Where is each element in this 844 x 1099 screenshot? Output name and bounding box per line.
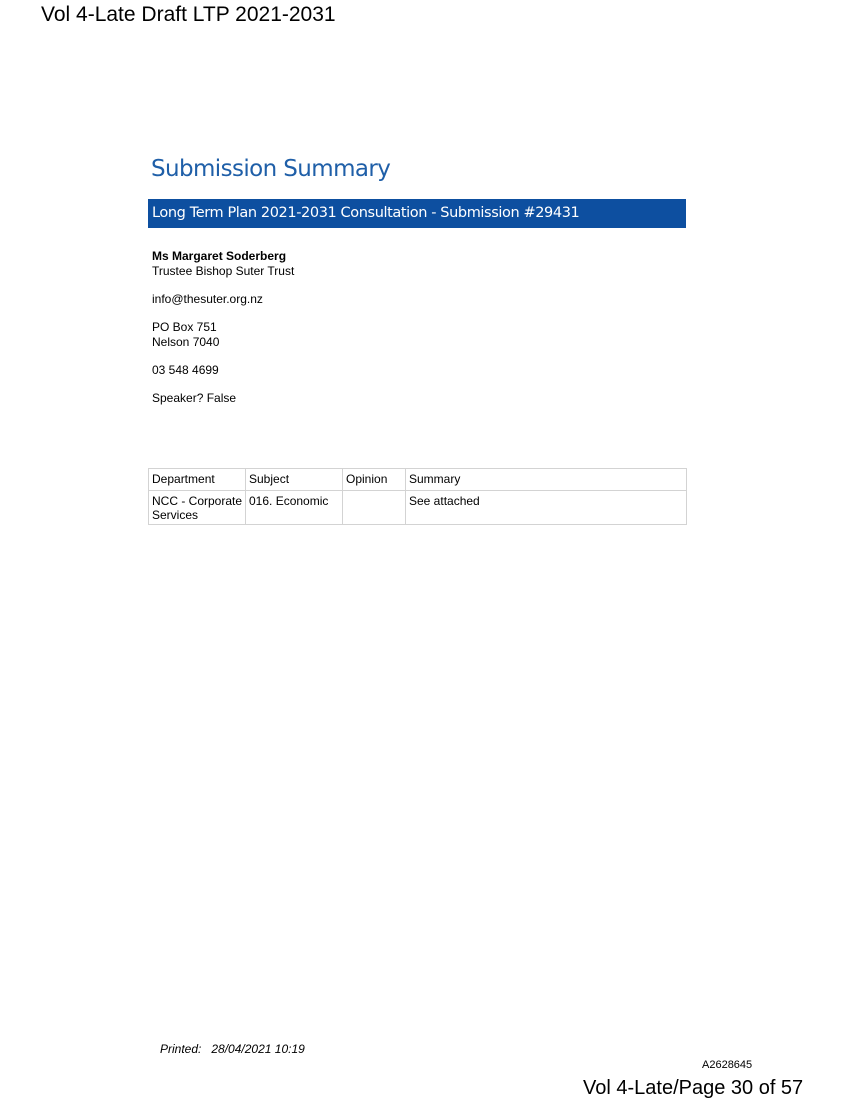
cell-summary: See attached [406, 491, 687, 525]
document-id: A2628645 [702, 1059, 753, 1071]
header-department: Department [149, 469, 246, 491]
submission-banner [148, 199, 686, 228]
cell-opinion [343, 491, 406, 525]
submitter-name: Ms Margaret Soderberg [152, 249, 287, 263]
submitter-phone: 03 548 4699 [152, 363, 219, 377]
submitter-role: Trustee Bishop Suter Trust [152, 264, 295, 278]
submitter-email: info@thesuter.org.nz [152, 292, 263, 306]
header-summary: Summary [406, 469, 687, 491]
banner-text: Long Term Plan 2021-2031 Consultation - Submission #29431 [152, 205, 580, 221]
printed-value: 28/04/2021 10:19 [211, 1042, 305, 1056]
submission-table [148, 468, 687, 525]
cell-subject: 016. Economic [246, 491, 343, 525]
volume-header: Vol 4-Late Draft LTP 2021-2031 [41, 3, 336, 26]
printed-timestamp [160, 1042, 305, 1056]
address-line-2: Nelson 7040 [152, 335, 220, 349]
header-opinion: Opinion [343, 469, 406, 491]
page-title: Submission Summary [151, 156, 391, 182]
header-subject: Subject [246, 469, 343, 491]
printed-label: Printed: [160, 1042, 202, 1056]
speaker-status: Speaker? False [152, 391, 237, 405]
table-row [149, 491, 687, 525]
page-number-footer: Vol 4-Late/Page 30 of 57 [583, 1077, 804, 1099]
submitter-contact [152, 249, 294, 406]
address-line-1: PO Box 751 [152, 320, 217, 334]
table-header-row [149, 469, 687, 491]
cell-department: NCC - Corporate Services [149, 491, 246, 525]
